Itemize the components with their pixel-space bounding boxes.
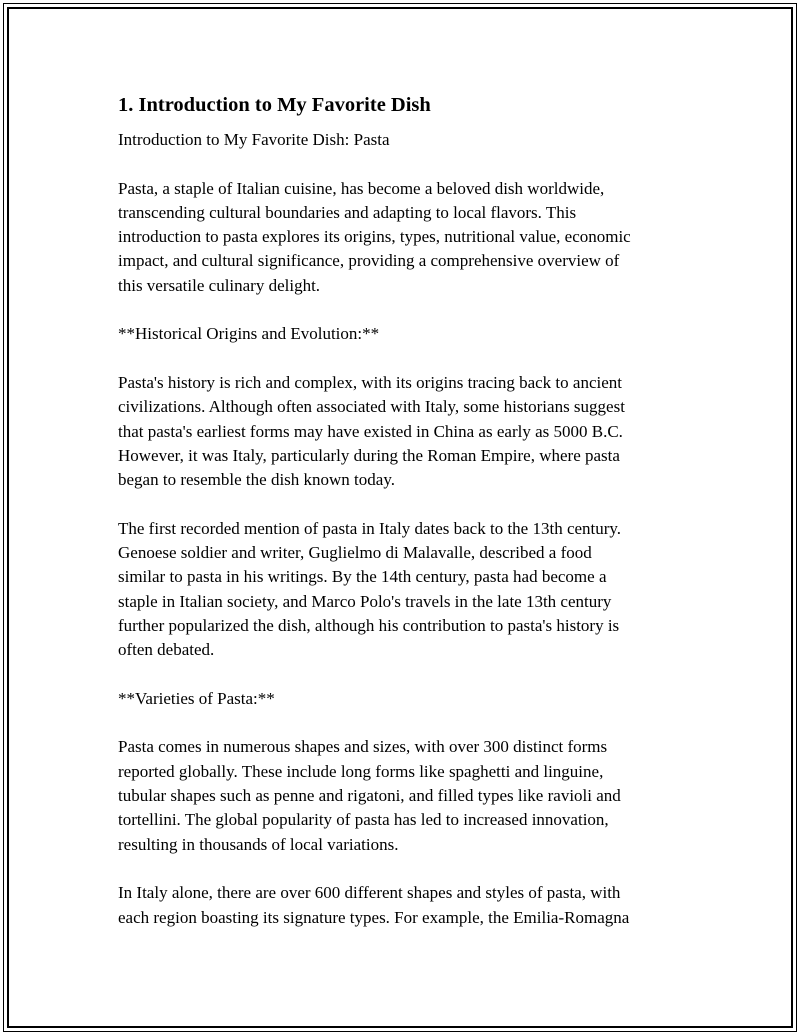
paragraph-line: **Varieties of Pasta:** — [118, 688, 275, 708]
history-paragraph-2 — [118, 517, 678, 663]
paragraph-line: reported globally. These include long forms like spaghetti and linguine, — [118, 761, 604, 781]
paragraph-line: similar to pasta in his writings. By the 14th century, pasta had become a — [118, 567, 607, 587]
overview-paragraph — [118, 177, 678, 298]
paragraph-line: often debated. — [118, 640, 215, 660]
paragraph-line: Pasta comes in numerous shapes and sizes, with over 300 distinct forms — [118, 737, 608, 757]
history-subheading — [118, 322, 678, 346]
varieties-paragraph-2 — [118, 881, 678, 930]
paragraph-line: Pasta, a staple of Italian cuisine, has become a beloved dish worldwide, — [118, 178, 605, 198]
paragraph-line: began to resemble the dish known today. — [118, 470, 395, 490]
paragraph-line: However, it was Italy, particularly during the Roman Empire, where pasta — [118, 445, 620, 465]
paragraph-line: impact, and cultural significance, providing a comprehensive overview of — [118, 251, 620, 271]
paragraph-line: In Italy alone, there are over 600 different shapes and styles of pasta, with — [118, 883, 621, 903]
section-heading: 1. Introduction to My Favorite Dish — [118, 94, 431, 116]
history-paragraph-1 — [118, 371, 678, 492]
paragraph-line: tortellini. The global popularity of pasta has led to increased innovation, — [118, 810, 609, 830]
paragraph-line: The first recorded mention of pasta in Italy dates back to the 13th century. — [118, 518, 622, 538]
intro-title-paragraph — [118, 128, 678, 152]
paragraph-line: this versatile culinary delight. — [118, 275, 321, 295]
paragraph-line: resulting in thousands of local variations. — [118, 834, 399, 854]
paragraph-line: **Historical Origins and Evolution:** — [118, 324, 380, 344]
paragraph-line: that pasta's earliest forms may have existed in China as early as 5000 B.C. — [118, 421, 623, 441]
paragraph-line: introduction to pasta explores its origins, types, nutritional value, economic — [118, 227, 631, 247]
paragraph-line: staple in Italian society, and Marco Polo's travels in the late 13th century — [118, 591, 612, 611]
varieties-subheading — [118, 687, 678, 711]
paragraph-line: Introduction to My Favorite Dish: Pasta — [118, 130, 390, 149]
paragraph-line: each region boasting its signature types. For example, the Emilia-Romagna — [118, 907, 630, 927]
varieties-paragraph-1 — [118, 735, 678, 856]
paragraph-line: Pasta's history is rich and complex, with its origins tracing back to ancient — [118, 372, 622, 392]
paragraph-line: Genoese soldier and writer, Guglielmo di Malavalle, described a food — [118, 543, 592, 563]
document-body — [118, 92, 678, 954]
paragraph-line: civilizations. Although often associated with Italy, some historians suggest — [118, 397, 625, 417]
paragraph-line: transcending cultural boundaries and adapting to local flavors. This — [118, 202, 577, 222]
paragraph-line: tubular shapes such as penne and rigatoni, and filled types like ravioli and — [118, 786, 621, 806]
paragraph-line: further popularized the dish, although his contribution to pasta's history is — [118, 615, 620, 635]
